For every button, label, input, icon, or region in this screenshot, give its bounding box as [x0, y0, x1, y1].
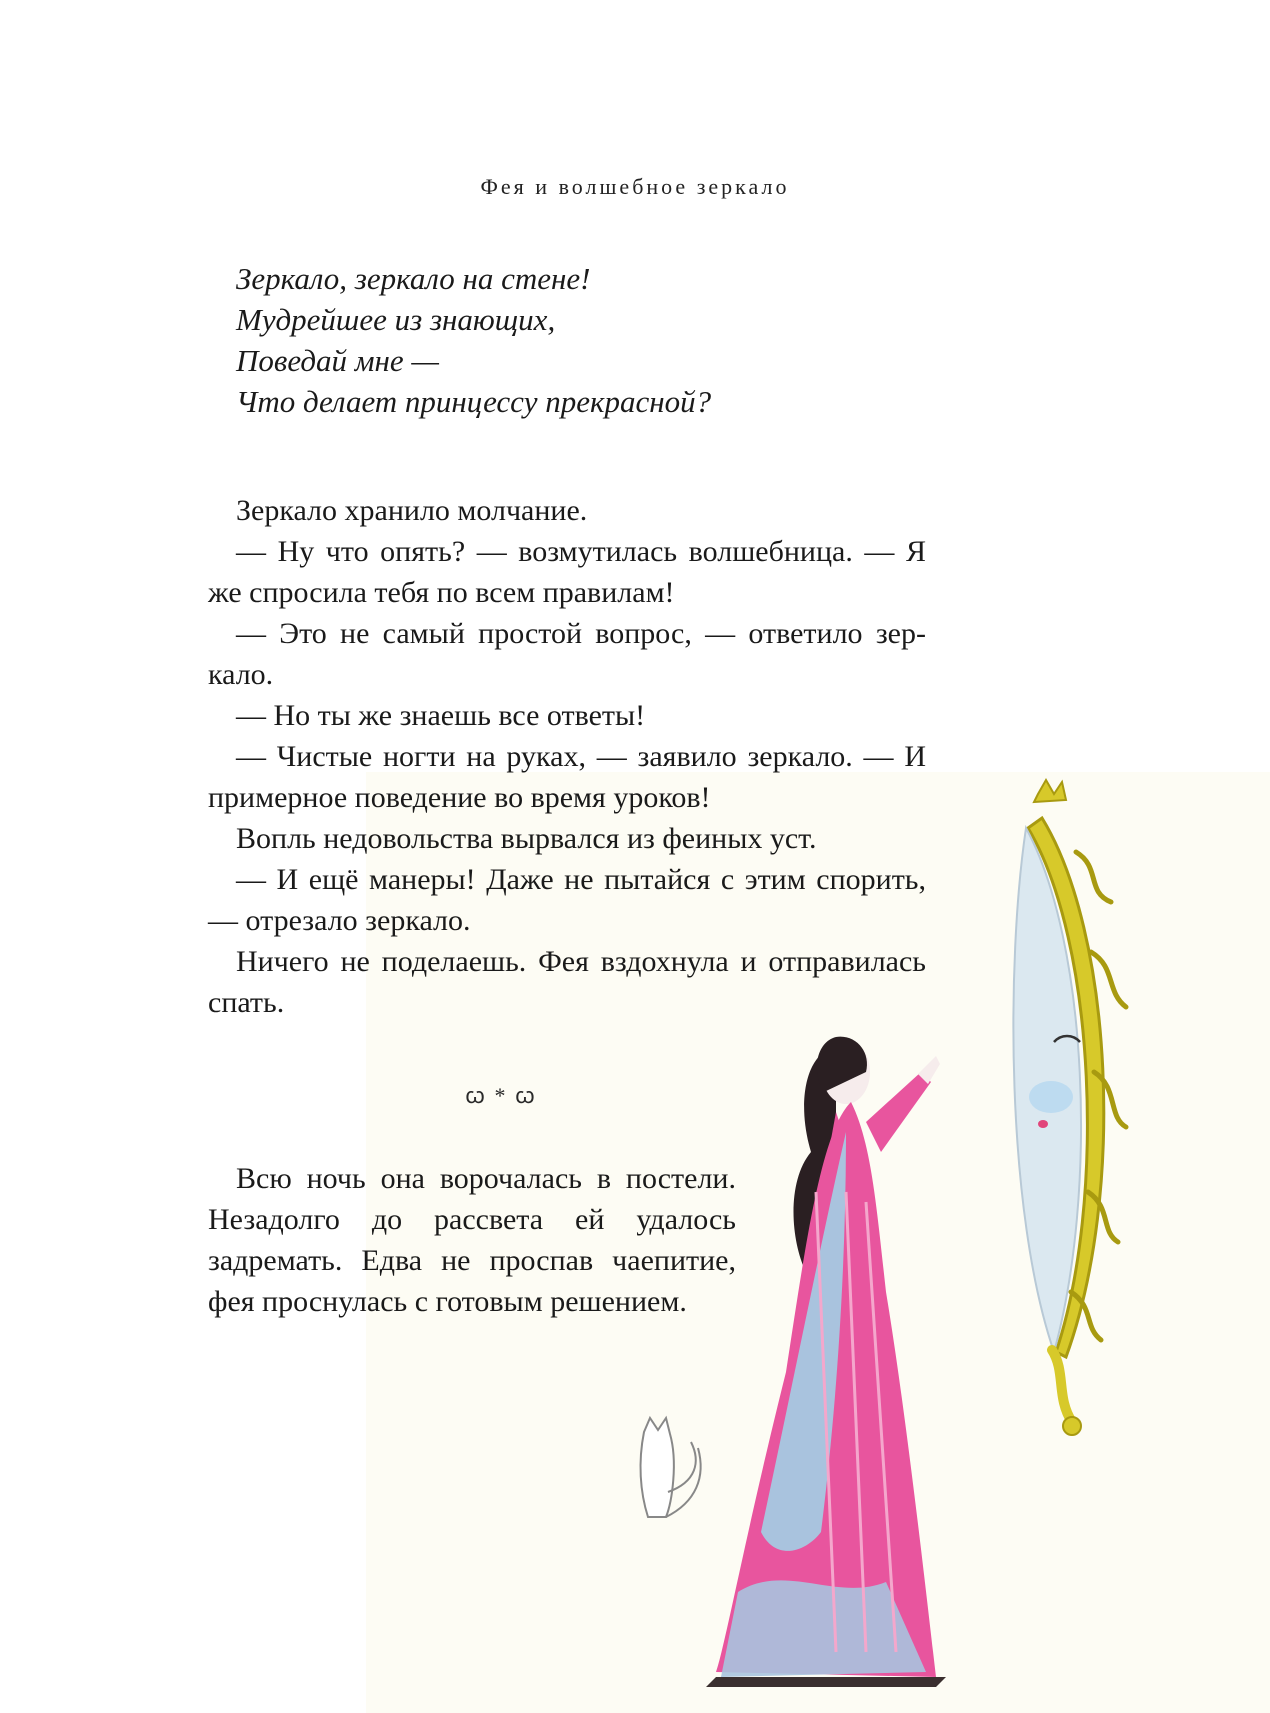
cat-figure	[641, 1418, 701, 1517]
poem-line: Мудрейшее из знающих,	[236, 302, 556, 337]
fairy-and-mirror-illustration	[366, 772, 1270, 1713]
paragraph: Вопль недовольства вырвался из феиных уст.	[236, 822, 817, 855]
paragraph: Ничего не поделаешь. Фея вздохнула и отправилась спать.	[208, 945, 926, 1019]
running-head: Фея и волшебное зеркало	[480, 174, 790, 199]
fairy-figure	[706, 1037, 946, 1687]
paragraph: — И ещё манеры! Даже не пытайся с этим спорить, — отрезало зеркало.	[208, 863, 926, 937]
poem-stanza	[236, 258, 711, 422]
paragraph: Всю ночь она ворочалась в постели. Незадолго до рассвета ей удалось задремать. Едва не проспав чаепитие, фея проснулась с готовым решением.	[208, 1162, 736, 1318]
poem-line: Поведай мне —	[236, 343, 439, 378]
section-ornament: ꞷ * ꞷ	[465, 1083, 537, 1108]
paragraph: — Это не самый простой вопрос, — ответило зеркало.	[208, 617, 926, 691]
paragraph: — Ну что опять? — возмутилась волшебница. — Я же спросила тебя по всем правилам!	[208, 535, 926, 609]
paragraph: — Но ты же знаешь все ответы!	[236, 699, 646, 732]
paragraph: Зеркало хранило молчание.	[236, 494, 588, 527]
poem-line: Что делает принцессу прекрасной?	[236, 384, 712, 419]
magic-mirror	[1013, 780, 1126, 1435]
poem-line: Зеркало, зеркало на стене!	[236, 261, 591, 296]
paragraph: — Чистые ногти на руках, — заявило зеркало. — И примерное поведение во время уроков!	[208, 740, 926, 814]
